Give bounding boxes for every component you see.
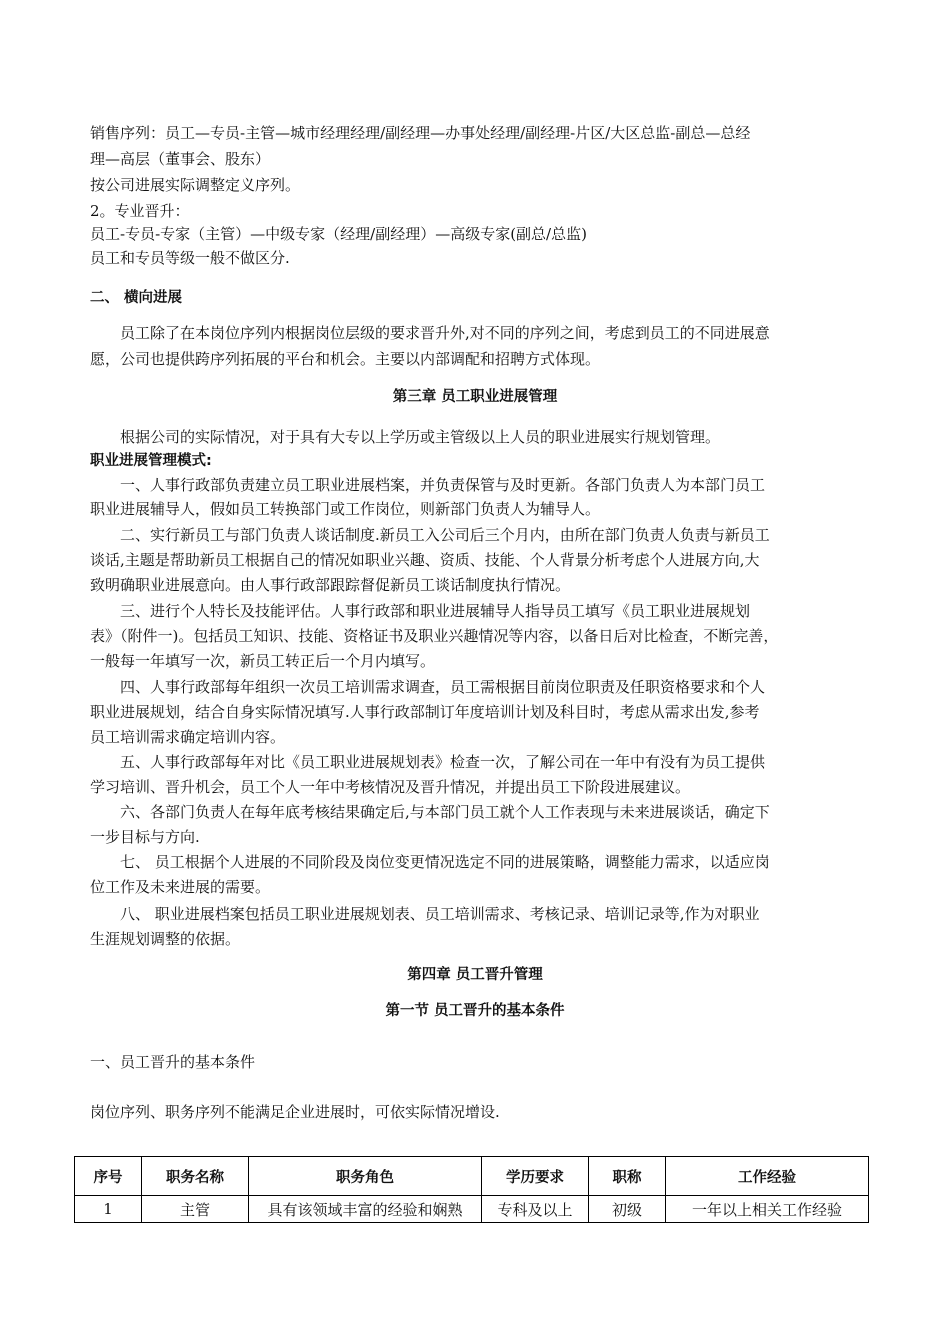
item5-line2: 学习培训、晋升机会，员工个人一年中考核情况及晋升情况，并提出员工下阶段进展建议。 [90,778,691,796]
cell-position-role: 具有该领域丰富的经验和娴熟 [249,1196,482,1223]
adjust-sequence-text: 按公司进展实际调整定义序列。 [90,176,301,194]
table-header-row [75,1157,869,1196]
item6-line2: 一步目标与方向. [90,828,200,846]
professional-path-text: 员工-专员-专家（主管）—中级专家（经理/副经理）—高级专家(副总/总监) [90,225,587,243]
table-row [75,1196,869,1223]
horizontal-paragraph: 员工除了在本岗位序列内根据岗位层级的要求晋升外,对不同的序列之间，考虑到员工的不同进展意 [120,324,770,342]
sales-sequence-text: 销售序列：员工—专员-主管—城市经理经理/副经理—办事处经理/副经理-片区/大区总监-副总—总经 [90,124,751,142]
cell-index: 1 [75,1196,142,1223]
chapter3-intro: 根据公司的实际情况，对于具有大专以上学历或主管级以上人员的职业进展实行规划管理。 [120,428,721,446]
cell-experience: 一年以上相关工作经验 [666,1196,869,1223]
header-position-role: 职务角色 [249,1157,482,1196]
item3-line1: 三、进行个人特长及技能评估。人事行政部和职业进展辅导人指导员工填写《员工职业进展规划 [120,602,751,620]
header-title: 职称 [589,1157,666,1196]
item1-line1: 一、人事行政部负责建立员工职业进展档案，并负责保管与及时更新。各部门负责人为本部门员工 [120,476,766,494]
header-position-name: 职务名称 [142,1157,249,1196]
item3-line3: 一般每一年填写一次，新员工转正后一个月内填写。 [90,652,436,670]
header-index: 序号 [75,1157,142,1196]
item1-line2: 职业进展辅导人，假如员工转换部门或工作岗位，则新部门负责人为辅导人。 [90,500,601,518]
header-education: 学历要求 [482,1157,589,1196]
item7-line2: 位工作及未来进展的需要。 [90,878,271,896]
sequence-note-text: 岗位序列、职务序列不能满足企业进展时，可依实际情况增设. [90,1103,500,1121]
chapter3-title: 第三章 员工职业进展管理 [392,389,558,405]
section1-title: 第一节 员工晋升的基本条件 [385,1003,565,1019]
item2-line1: 二、实行新员工与部门负责人谈话制度.新员工入公司后三个月内，由所在部门负责人负责与新员工 [120,526,770,544]
item6-line1: 六、各部门负责人在每年底考核结果确定后,与本部门员工就个人工作表现与未来进展谈话，确定下 [120,803,770,821]
mode-title: 职业进展管理模式: [90,453,212,469]
cell-education: 专科及以上 [482,1196,589,1223]
header-experience: 工作经验 [666,1157,869,1196]
item2-line3: 致明确职业进展意向。由人事行政部跟踪督促新员工谈话制度执行情况。 [90,576,571,594]
promotion-table [74,1156,869,1223]
item2-line2: 谈话,主题是帮助新员工根据自己的情况如职业兴趣、资质、技能、个人背景分析考虑个人进展方向,大 [90,551,760,569]
item4-line1: 四、人事行政部每年组织一次员工培训需求调查，员工需根据目前岗位职责及任职资格要求和个人 [120,678,766,696]
professional-promotion-label: 2。专业晋升： [90,202,190,220]
item4-line3: 员工培训需求确定培训内容。 [90,728,286,746]
horizontal-paragraph-cont: 愿，公司也提供跨序列拓展的平台和机会。主要以内部调配和招聘方式体现。 [90,350,601,368]
cell-position-name: 主管 [142,1196,249,1223]
item4-line2: 职业进展规划，结合自身实际情况填写.人事行政部制订年度培训计划及科目时，考虑从需求出发,参考 [90,703,760,721]
item7-line1: 七、 员工根据个人进展的不同阶段及岗位变更情况选定不同的进展策略，调整能力需求，以适应岗 [120,853,770,871]
cell-title: 初级 [589,1196,666,1223]
basic-conditions-subheading: 一、员工晋升的基本条件 [90,1053,256,1071]
item8-line2: 生涯规划调整的依据。 [90,930,241,948]
item5-line1: 五、人事行政部每年对比《员工职业进展规划表》检查一次，了解公司在一年中有没有为员工提供 [120,753,766,771]
horizontal-heading: 二、 横向进展 [90,290,183,306]
grade-note-text: 员工和专员等级一般不做区分. [90,249,290,267]
item8-line1: 八、 职业进展档案包括员工职业进展规划表、员工培训需求、考核记录、培训记录等,作为对职业 [120,905,760,923]
item3-line2: 表》（附件一)。包括员工知识、技能、资格证书及职业兴趣情况等内容，以备日后对比检查，不断完善， [90,627,779,645]
chapter4-title: 第四章 员工晋升管理 [407,967,543,983]
sales-sequence-text-cont: 理—高层（董事会、股东） [90,150,271,168]
